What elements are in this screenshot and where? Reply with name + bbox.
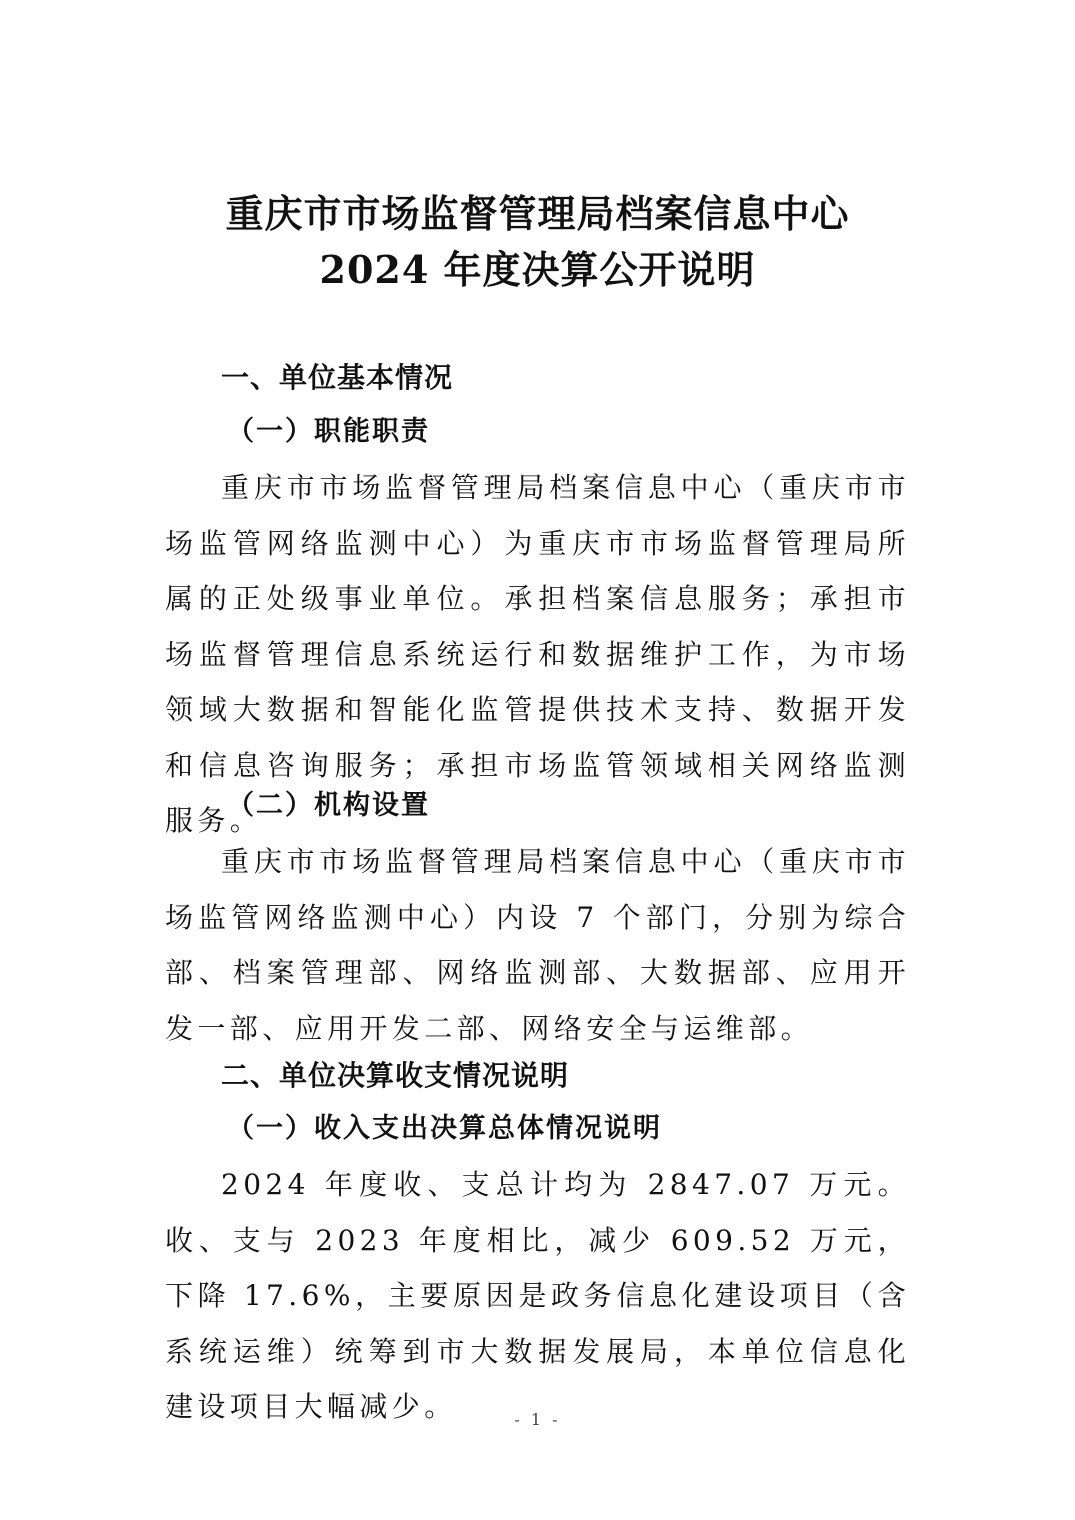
subsection-1-2: [165, 786, 910, 826]
section-1: [165, 358, 910, 398]
paragraph: 重庆市市场监督管理局档案信息中心（重庆市市场监管网络监测中心）内设 7 个部门，分别为综合部、档案管理部、网络监测部、大数据部、应用开发一部、应用开发二部、网络安全与运维部。: [165, 845, 910, 1045]
page-number: - 1 -: [514, 1410, 561, 1429]
subsection-2-1-body: [165, 1157, 910, 1435]
subsection-heading: （一）收入支出决算总体情况说明: [227, 1113, 662, 1144]
subsection-2-1: [165, 1109, 910, 1149]
section-2: [165, 1056, 910, 1096]
paragraph: 2024 年度收、支总计均为 2847.07 万元。收、支与 2023 年度相比，减少 609.52 万元，下降 17.6%，主要原因是政务信息化建设项目（含系统运维）统筹到市大数据发展局，本单位信息化建设项目大幅减少。: [165, 1168, 910, 1423]
document-title-line2: 2024 年度决算公开说明: [319, 247, 756, 292]
document-title-line1: 重庆市市场监督管理局档案信息中心: [225, 191, 850, 236]
section-heading: 一、单位基本情况: [221, 361, 454, 394]
paragraph: 重庆市市场监督管理局档案信息中心（重庆市市场监管网络监测中心）为重庆市市场监督管理局所属的正处级事业单位。承担档案信息服务；承担市场监督管理信息系统运行和数据维护工作，为市场领域大数据和智能化监管提供技术支持、数据开发和信息咨询服务；承担市场监管领域相关网络监测服务。: [165, 471, 910, 837]
subsection-heading: （一）职能职责: [227, 416, 430, 447]
subsection-1-2-body: [165, 834, 910, 1056]
section-heading: 二、单位决算收支情况说明: [221, 1059, 570, 1092]
subsection-heading: （二）机构设置: [227, 790, 430, 821]
subsection-1-1: [165, 412, 910, 452]
